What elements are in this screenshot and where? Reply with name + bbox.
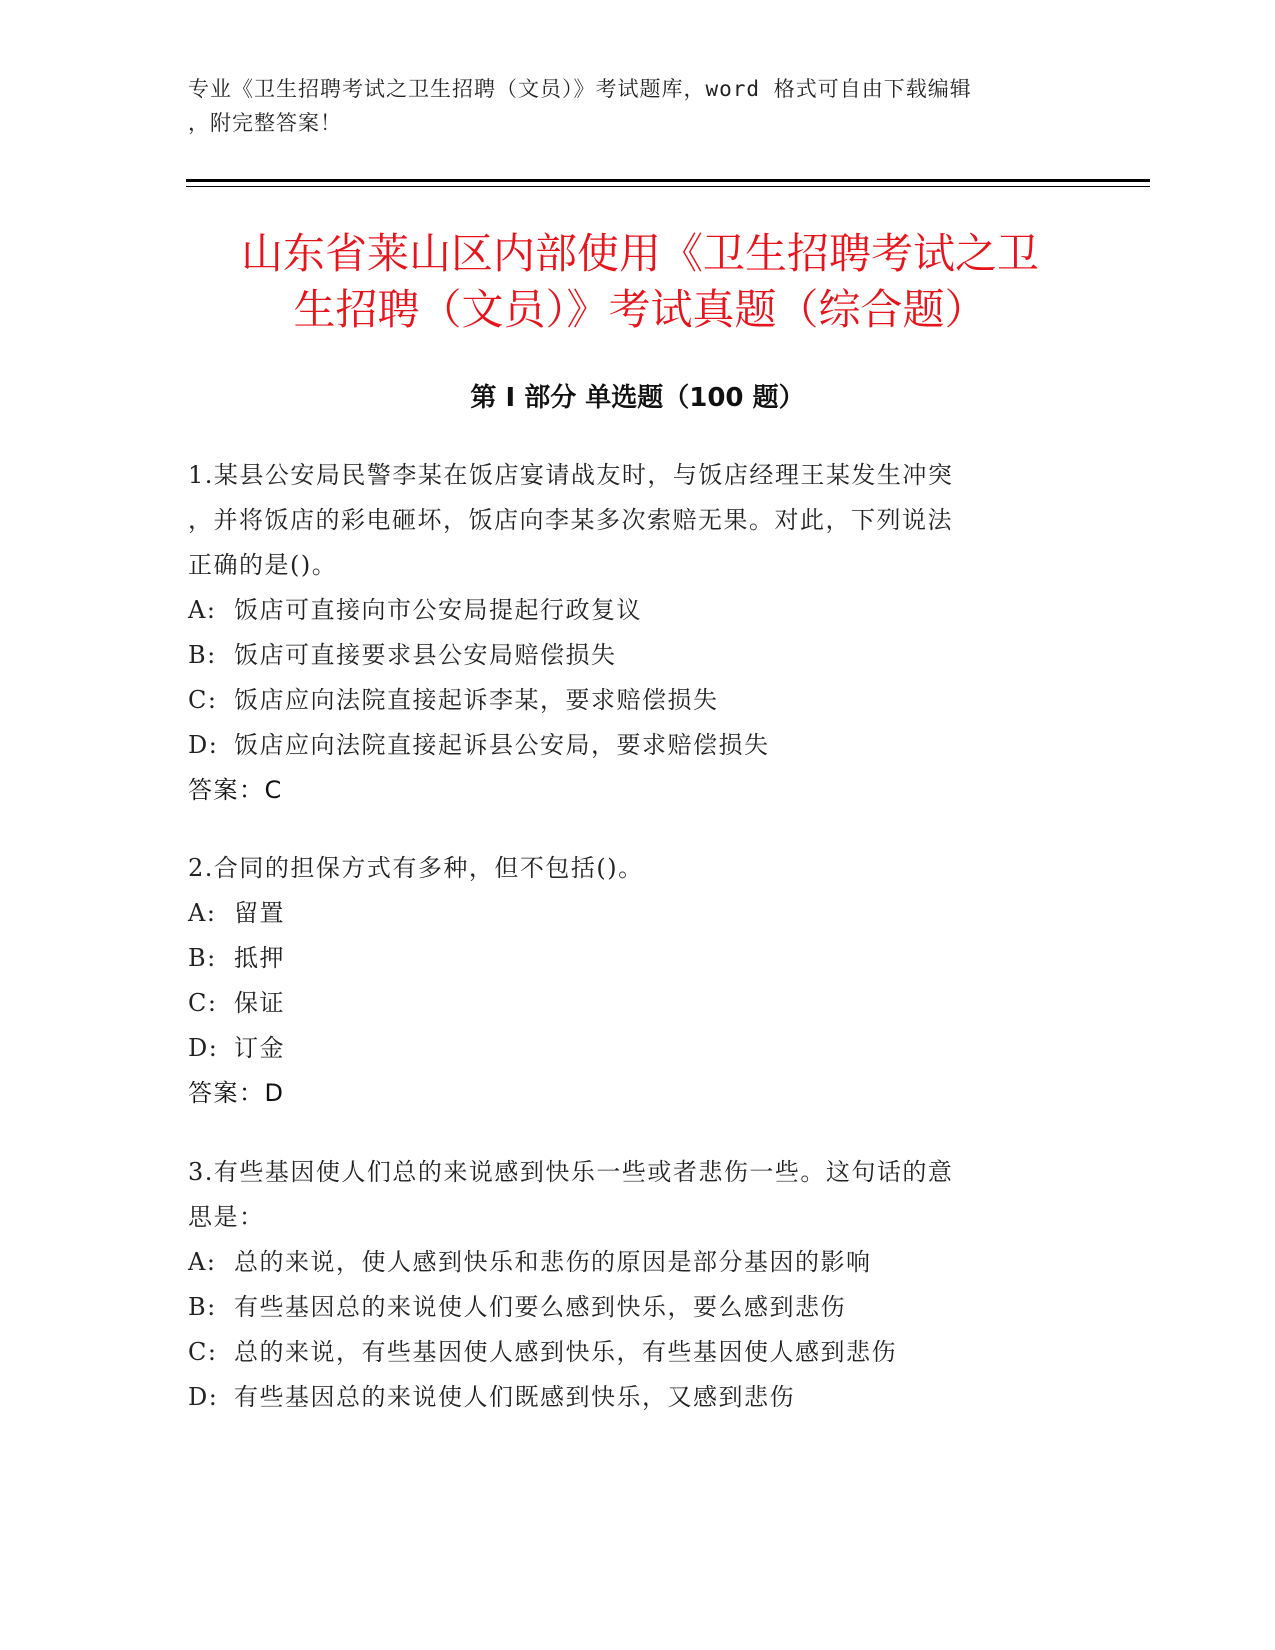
option-key: C: bbox=[188, 1338, 218, 1366]
answer-line: 答案：C bbox=[188, 776, 283, 804]
option-d bbox=[188, 1026, 1068, 1071]
question-1 bbox=[188, 453, 1068, 813]
answer-line: 答案：D bbox=[188, 1079, 285, 1107]
option-key: A: bbox=[188, 596, 217, 624]
document-title bbox=[150, 226, 1130, 338]
option-d bbox=[188, 723, 1068, 768]
header-rule-thin bbox=[186, 186, 1150, 187]
option-key: B: bbox=[188, 641, 217, 669]
option-c bbox=[188, 1330, 1068, 1375]
option-c bbox=[188, 678, 1068, 723]
option-text: 饭店应向法院直接起诉李某，要求赔偿损失 bbox=[234, 686, 719, 714]
option-key: C: bbox=[188, 686, 218, 714]
option-text: 总的来说，使人感到快乐和悲伤的原因是部分基因的影响 bbox=[234, 1248, 872, 1276]
option-a bbox=[188, 891, 1068, 936]
option-text: 留置 bbox=[234, 899, 285, 927]
option-text: 饭店可直接向市公安局提起行政复议 bbox=[234, 596, 642, 624]
question-stem-line: 1.某县公安局民警李某在饭店宴请战友时，与饭店经理王某发生冲突 bbox=[188, 461, 954, 489]
option-d bbox=[188, 1375, 1068, 1420]
option-key: B: bbox=[188, 944, 217, 972]
question-stem-line: 2.合同的担保方式有多种，但不包括()。 bbox=[188, 854, 644, 882]
header-note-line-2: ，附完整答案！ bbox=[188, 111, 342, 135]
question-2 bbox=[188, 846, 1068, 1116]
option-text: 饭店应向法院直接起诉县公安局，要求赔偿损失 bbox=[234, 731, 770, 759]
option-key: A: bbox=[188, 1248, 217, 1276]
option-a bbox=[188, 1240, 1068, 1285]
section-title: 第 I 部分 单选题（100 题） bbox=[470, 383, 805, 413]
option-text: 总的来说，有些基因使人感到快乐，有些基因使人感到悲伤 bbox=[234, 1338, 897, 1366]
option-key: D: bbox=[188, 1383, 219, 1411]
option-text: 订金 bbox=[234, 1034, 285, 1062]
option-b bbox=[188, 1285, 1068, 1330]
option-text: 饭店可直接要求县公安局赔偿损失 bbox=[234, 641, 617, 669]
option-text: 有些基因总的来说使人们要么感到快乐，要么感到悲伤 bbox=[234, 1293, 846, 1321]
option-text: 有些基因总的来说使人们既感到快乐，又感到悲伤 bbox=[234, 1383, 795, 1411]
option-key: D: bbox=[188, 1034, 219, 1062]
header-rule-thick bbox=[186, 179, 1150, 182]
option-key: B: bbox=[188, 1293, 217, 1321]
question-stem-line: 思是： bbox=[188, 1203, 265, 1231]
header-note-line-1: 专业《卫生招聘考试之卫生招聘（文员）》考试题库，word 格式可自由下载编辑 bbox=[188, 77, 972, 101]
option-a bbox=[188, 588, 1068, 633]
option-b bbox=[188, 936, 1068, 981]
option-text: 抵押 bbox=[234, 944, 285, 972]
option-b bbox=[188, 633, 1068, 678]
question-stem-line: ，并将饭店的彩电砸坏，饭店向李某多次索赔无果。对此，下列说法 bbox=[188, 506, 953, 534]
header-note bbox=[188, 72, 1068, 140]
question-3 bbox=[188, 1150, 1068, 1420]
option-text: 保证 bbox=[234, 989, 285, 1017]
document-title-line-1: 山东省莱山区内部使用《卫生招聘考试之卫 bbox=[240, 229, 1039, 278]
option-c bbox=[188, 981, 1068, 1026]
option-key: C: bbox=[188, 989, 218, 1017]
option-key: A: bbox=[188, 899, 217, 927]
question-stem-line: 3.有些基因使人们总的来说感到快乐一些或者悲伤一些。这句话的意 bbox=[188, 1158, 954, 1186]
option-key: D: bbox=[188, 731, 219, 759]
question-stem-line: 正确的是()。 bbox=[188, 551, 338, 579]
document-title-line-2: 生招聘（文员）》考试真题（综合题） bbox=[293, 285, 987, 334]
